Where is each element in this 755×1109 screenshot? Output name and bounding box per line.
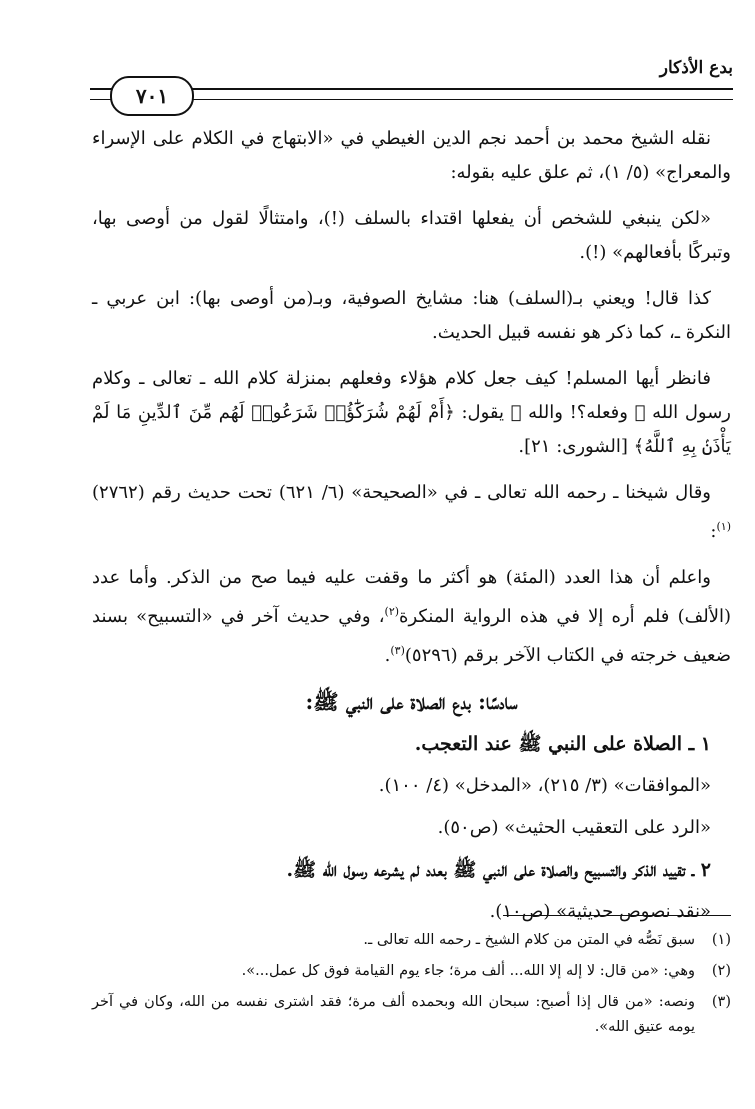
footnote-text: سبق نَصُّه في المتن من كلام الشيخ ـ رحمه الله تعالى ـ.: [363, 932, 695, 948]
paragraph-5-end: :: [710, 521, 717, 542]
paragraph-6-a: واعلم أن هذا العدد (المئة) هو أكثر ما وقفت عليه فيما صح من الذكر. وأما عدد (الألف) فلم أره إلا في هذه الرواية المنكرة: [92, 567, 731, 627]
footnote-marker-3: (٣): [390, 644, 405, 657]
paragraph-5: [92, 476, 731, 549]
section-heading: سادسًا: بدع الصلاة على النبي ﷺ:: [305, 689, 518, 714]
reference-1: «الموافقات» (٣/ ٢١٥)، «المدخل» (٤/ ١٠٠).: [378, 775, 711, 796]
paragraph-4: [92, 362, 731, 464]
footnote-rule: [503, 915, 731, 916]
footnote-number: (١): [711, 932, 731, 948]
page-number: ٧٠١: [110, 76, 194, 116]
footnote: [92, 959, 731, 984]
footnote-marker-1: (١): [716, 520, 731, 533]
paragraph-6-b: ، وفي حديث آخر في «التسبيح» بسند ضعيف خرجته في الكتاب الآخر برقم (٥٢٩٦): [92, 606, 731, 666]
running-header-title: بدع الأذكار: [659, 58, 733, 78]
paragraph-5-text: وقال شيخنا ـ رحمه الله تعالى ـ في «الصحيحة» (٦/ ٦٢١) تحت حديث رقم (٢٧٦٢): [92, 482, 711, 503]
paragraph-3: كذا قال! ويعني بـ(السلف) هنا: مشايخ الصوفية، وبـ(من أوصى بها): ابن عربي ـ النكرة ـ، كما ذكر هو نفسه قبيل الحديث.: [92, 288, 731, 343]
footnote-number: (٣): [711, 994, 731, 1010]
footnote-marker-2: (٢): [384, 605, 400, 618]
verse-citation: [الشورى: ٢١].: [518, 436, 634, 457]
paragraph-6: [92, 561, 731, 673]
paragraph-6-c: .: [384, 645, 391, 666]
footnote-number: (٢): [711, 963, 731, 979]
footnotes: [92, 928, 731, 1046]
reference-2: «الرد على التعقيب الحثيث» (ص٥٠).: [437, 817, 711, 838]
paragraph-1: نقله الشيخ محمد بن أحمد نجم الدين الغيطي في «الابتهاج في الكلام على الإسراء والمعراج» (٥/ ١)، ثم علق عليه بقوله:: [92, 128, 731, 183]
footnote: [92, 990, 731, 1040]
paragraph-2: «لكن ينبغي للشخص أن يفعلها اقتداء بالسلف (!)، وامتثالًا لقول من أوصى بها، وتبركًا بأفعالهم» (!).: [92, 208, 731, 263]
reference-3: «نقد نصوص حديثية» (ص١٠).: [489, 901, 711, 922]
footnote-text: وهي: «من قال: لا إله إلا الله... ألف مرة؛ جاء يوم القيامة فوق كل عمل...».: [241, 963, 695, 979]
item-1-heading: ١ ـ الصلاة على النبي ﷺ عند التعجب.: [414, 733, 711, 755]
item-2-heading: ٢ ـ تقييد الذكر والتسبيح والصلاة على النبي ﷺ بعدد لم يشرعه رسول الله ﷺ.: [286, 859, 711, 881]
footnote: [92, 928, 731, 953]
paragraph-4-text: فانظر أيها المسلم! كيف جعل كلام هؤلاء وفعلهم بمنزلة كلام الله ـ تعالى ـ وكلام رسول الله ﷺ وفعله؟! والله ﷻ يقول:: [92, 368, 731, 423]
quran-verse: ﴿أَمْ لَهُمْ شُرَكَٰٓؤُا۟ شَرَعُوا۟ لَهُم مِّنَ ٱلدِّينِ مَا لَمْ يَأْذَنۢ بِهِ ٱللَّهُ﴾: [92, 402, 731, 457]
main-text: [92, 122, 731, 937]
footnote-text: ونصه: «من قال إذا أصبح: سبحان الله وبحمده ألف مرة؛ فقد اشترى نفسه من الله، وكان في آخر يومه عتيق الله».: [92, 994, 695, 1035]
